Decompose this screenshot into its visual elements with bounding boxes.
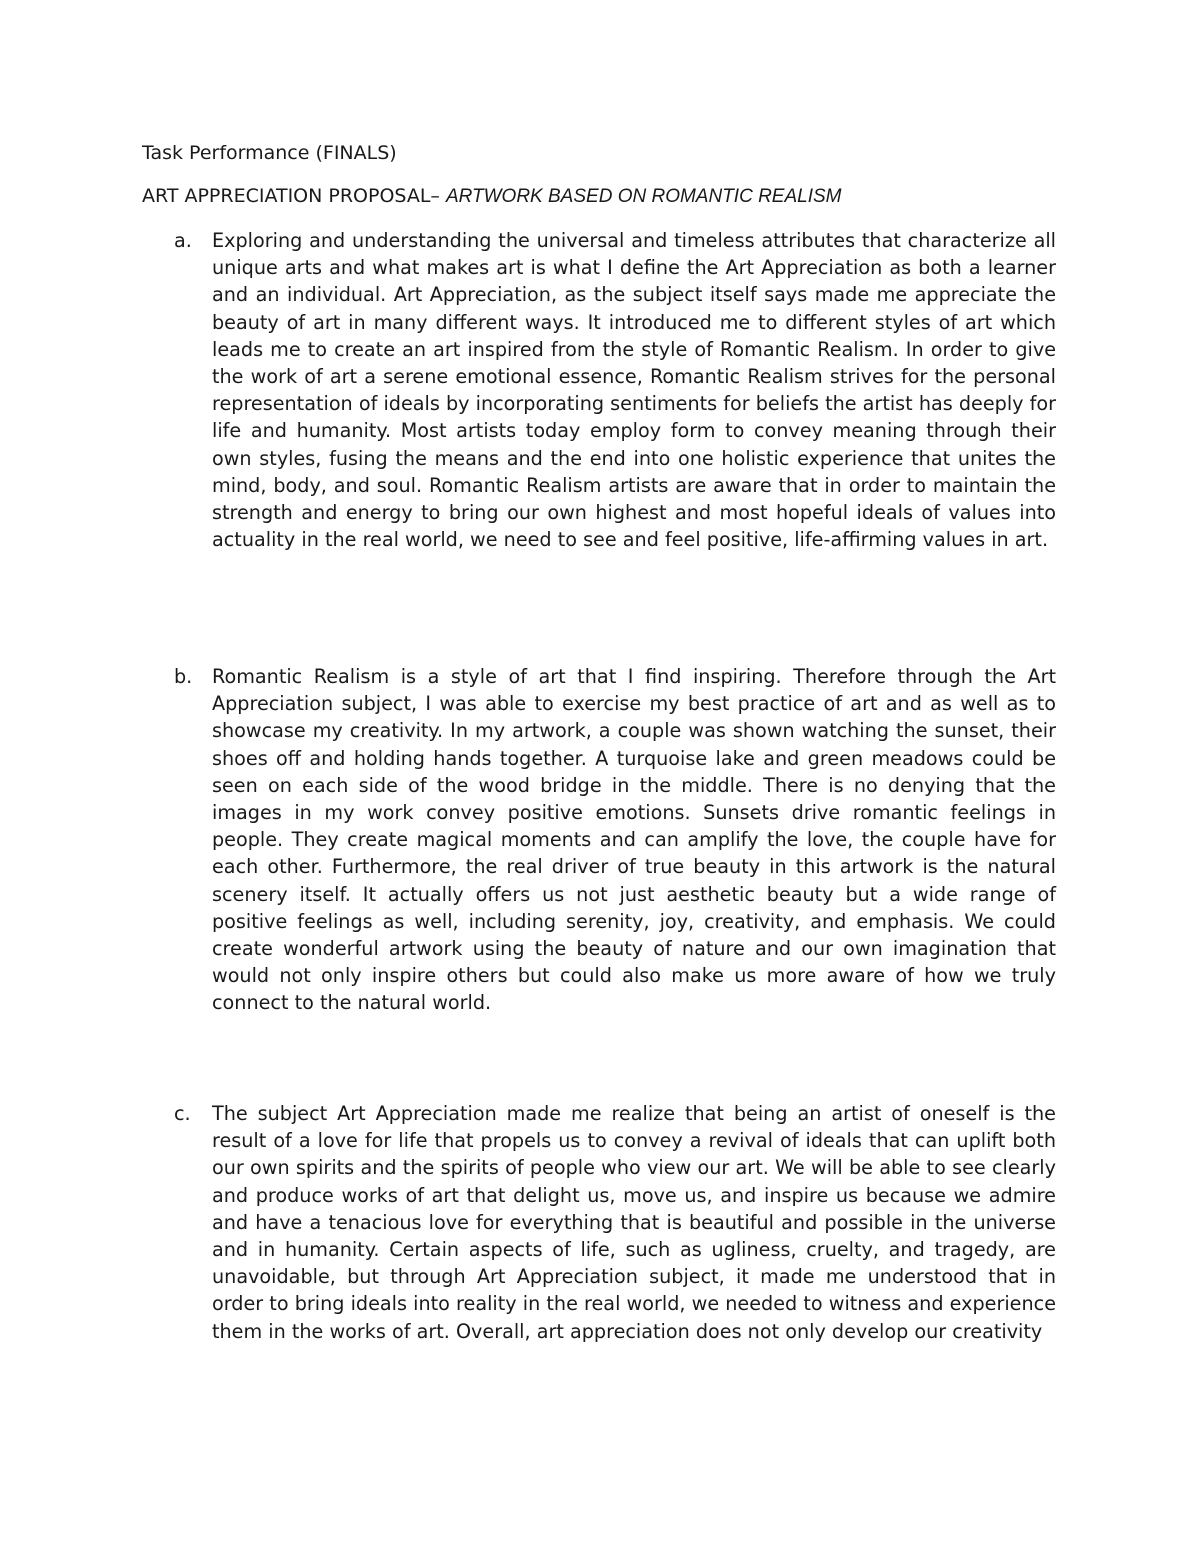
list-marker: a. — [174, 229, 192, 252]
proposal-title: ART APPRECIATION PROPOSAL– — [142, 185, 440, 207]
list-item — [174, 663, 1056, 1017]
paragraph-text: Exploring and understanding the universal and timeless attributes that characterize all unique arts and what makes art is what I define the Art Appreciation as both a learner and an individual. Art Appreciation, as the subject itself says made me appreciate the beauty of art in many different ways. It introduced me to different styles of art which leads me to create an art inspired from the style of Romantic Realism. In order to give the work of art a serene emotional essence, Romantic Realism strives for the personal representation of ideals by incorporating sentiments for beliefs the artist has deeply for life and humanity. Most artists today employ form to convey meaning through their own styles, fusing the means and the end into one holistic experience that unites the mind, body, and soul. Romantic Realism artists are aware that in order to maintain the strength and energy to bring our own highest and most hopeful ideals of values into actuality in the real world, we need to see and feel positive, life-affirming values in art. — [212, 229, 1056, 552]
paragraph-text: The subject Art Appreciation made me realize that being an artist of oneself is the result of a love for life that propels us to convey a revival of ideals that can uplift both our own spirits and the spirits of people who view our art. We will be able to see clearly and produce works of art that delight us, move us, and inspire us because we admire and have a tenacious love for everything that is beautiful and possible in the universe and in humanity. Certain aspects of life, such as ugliness, cruelty, and tragedy, are unavoidable, but through Art Appreciation subject, it made me understood that in order to bring ideals into reality in the real world, we needed to witness and experience them in the works of art. Overall, art appreciation does not only develop our creativity — [212, 1102, 1056, 1343]
list-marker: b. — [174, 665, 193, 688]
paragraph-text: Romantic Realism is a style of art that I find inspiring. Therefore through the Art Appreciation subject, I was able to exercise my best practice of art and as well as to showcase my creativity. In my artwork, a couple was shown watching the sunset, their shoes off and holding hands together. A turquoise lake and green meadows could be seen on each side of the wood bridge in the middle. There is no denying that the images in my work convey positive emotions. Sunsets drive romantic feelings in people. They create magical moments and can amplify the love, the couple have for each other. Furthermore, the real driver of true beauty in this artwork is the natural scenery itself. It actually offers us not just aesthetic beauty but a wide range of positive feelings as well, including serenity, joy, creativity, and emphasis. We could create wonderful artwork using the beauty of nature and our own imagination that would not only inspire others but could also make us more aware of how we truly connect to the natural world. — [212, 665, 1056, 1015]
proposal-heading — [142, 184, 842, 209]
list-item — [174, 227, 1056, 553]
list-marker: c. — [174, 1102, 191, 1125]
proposal-subtitle: ARTWORK BASED ON ROMANTIC REALISM — [445, 186, 842, 207]
task-title: Task Performance (FINALS) — [142, 142, 397, 164]
list-item — [174, 1100, 1056, 1345]
